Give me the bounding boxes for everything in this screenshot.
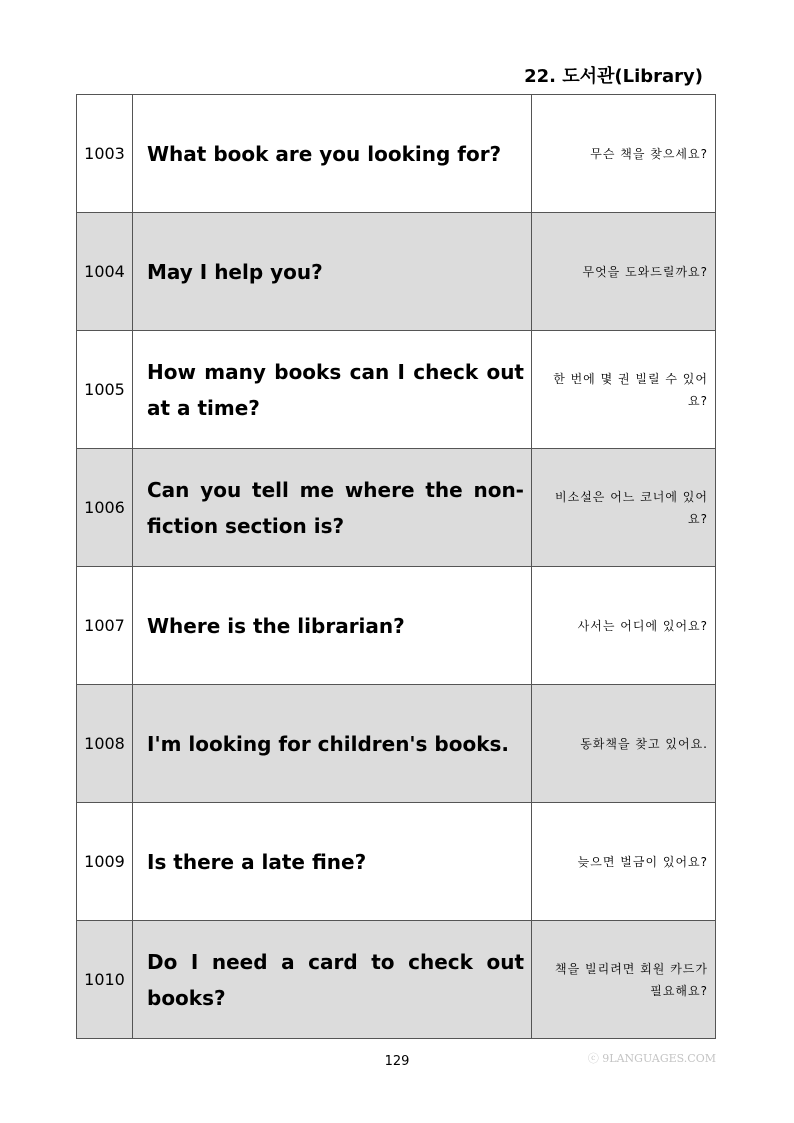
english-phrase: Where is the librarian?: [133, 567, 532, 685]
korean-translation: 무엇을 도와드릴까요?: [532, 213, 716, 331]
watermark: ⓒ 9LANGUAGES.COM: [587, 1052, 716, 1065]
table-row: [77, 803, 716, 921]
table-row: [77, 567, 716, 685]
korean-translation: 사서는 어디에 있어요?: [532, 567, 716, 685]
section-title: 22. 도서관(Library): [524, 66, 703, 87]
table-row: [77, 95, 716, 213]
korean-translation: 늦으면 벌금이 있어요?: [532, 803, 716, 921]
phrase-number: 1005: [77, 331, 133, 449]
korean-translation: 비소설은 어느 코너에 있어요?: [532, 449, 716, 567]
table-row: [77, 921, 716, 1039]
english-phrase: Do I need a card to check out books?: [133, 921, 532, 1039]
phrase-number: 1007: [77, 567, 133, 685]
phrase-number: 1010: [77, 921, 133, 1039]
korean-translation: 동화책을 찾고 있어요.: [532, 685, 716, 803]
english-phrase: Can you tell me where the non-fiction section is?: [133, 449, 532, 567]
phrase-number: 1004: [77, 213, 133, 331]
english-phrase: May I help you?: [133, 213, 532, 331]
english-phrase: I'm looking for children's books.: [133, 685, 532, 803]
table-row: [77, 331, 716, 449]
korean-translation: 책을 빌리려면 회원 카드가 필요해요?: [532, 921, 716, 1039]
table-row: [77, 213, 716, 331]
table-row: [77, 685, 716, 803]
phrase-number: 1003: [77, 95, 133, 213]
phrase-number: 1009: [77, 803, 133, 921]
phrase-number: 1006: [77, 449, 133, 567]
english-phrase: How many books can I check out at a time?: [133, 331, 532, 449]
korean-translation: 무슨 책을 찾으세요?: [532, 95, 716, 213]
page-number: 129: [384, 1054, 410, 1069]
phrase-number: 1008: [77, 685, 133, 803]
english-phrase: What book are you looking for?: [133, 95, 532, 213]
phrase-table: [76, 94, 716, 1039]
korean-translation: 한 번에 몇 권 빌릴 수 있어요?: [532, 331, 716, 449]
english-phrase: Is there a late fine?: [133, 803, 532, 921]
table-row: [77, 449, 716, 567]
